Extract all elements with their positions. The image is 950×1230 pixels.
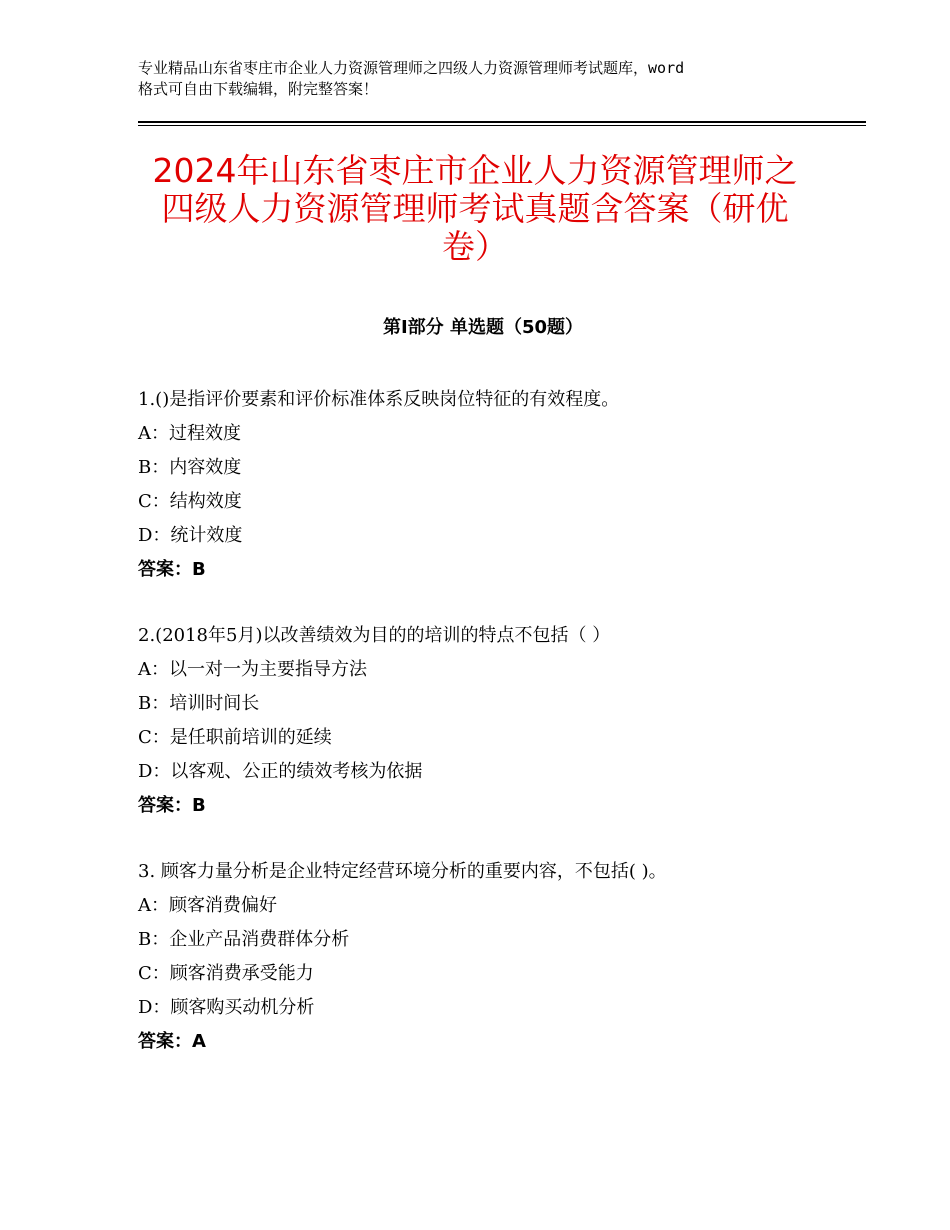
option-b: B：培训时间长 xyxy=(138,693,260,714)
answer-line: 答案：A xyxy=(138,1031,206,1052)
option-d: D：统计效度 xyxy=(138,525,243,546)
header-note-line-1: 专业精品山东省枣庄市企业人力资源管理师之四级人力资源管理师考试题库，word xyxy=(138,59,685,77)
document-title-line-2: 四级人力资源管理师考试真题含答案（研优 xyxy=(161,189,789,228)
option-a: A：过程效度 xyxy=(138,423,241,444)
option-a: A：以一对一为主要指导方法 xyxy=(138,659,367,680)
option-d: D：顾客购买动机分析 xyxy=(138,997,315,1018)
header-note-line-2: 格式可自由下载编辑，附完整答案！ xyxy=(138,80,379,98)
question-3 xyxy=(138,855,858,1059)
question-stem: 1.()是指评价要素和评价标准体系反映岗位特征的有效程度。 xyxy=(138,389,620,410)
question-stem: 2.(2018年5月)以改善绩效为目的的培训的特点不包括（ ） xyxy=(138,625,611,646)
document-title xyxy=(120,152,830,266)
document-title-line-3: 卷） xyxy=(442,227,508,266)
option-b: B：内容效度 xyxy=(138,457,242,478)
answer-line: 答案：B xyxy=(138,795,206,816)
answer-line: 答案：B xyxy=(138,559,206,580)
document-title-line-1: 2024年山东省枣庄市企业人力资源管理师之 xyxy=(152,151,798,190)
option-a: A：顾客消费偏好 xyxy=(138,895,277,916)
question-list xyxy=(138,383,858,1091)
header-rule-thin xyxy=(138,125,866,126)
option-d: D：以客观、公正的绩效考核为依据 xyxy=(138,761,423,782)
option-c: C：结构效度 xyxy=(138,491,242,512)
question-1 xyxy=(138,383,858,587)
option-c: C：顾客消费承受能力 xyxy=(138,963,314,984)
question-2 xyxy=(138,619,858,823)
option-b: B：企业产品消费群体分析 xyxy=(138,929,350,950)
header-note xyxy=(138,58,828,100)
section-heading: 第Ⅰ部分 单选题（50题） xyxy=(382,317,583,338)
header-rule-thick xyxy=(138,121,866,123)
option-c: C：是任职前培训的延续 xyxy=(138,727,332,748)
question-stem: 3. 顾客力量分析是企业特定经营环境分析的重要内容，不包括( )。 xyxy=(138,861,667,882)
